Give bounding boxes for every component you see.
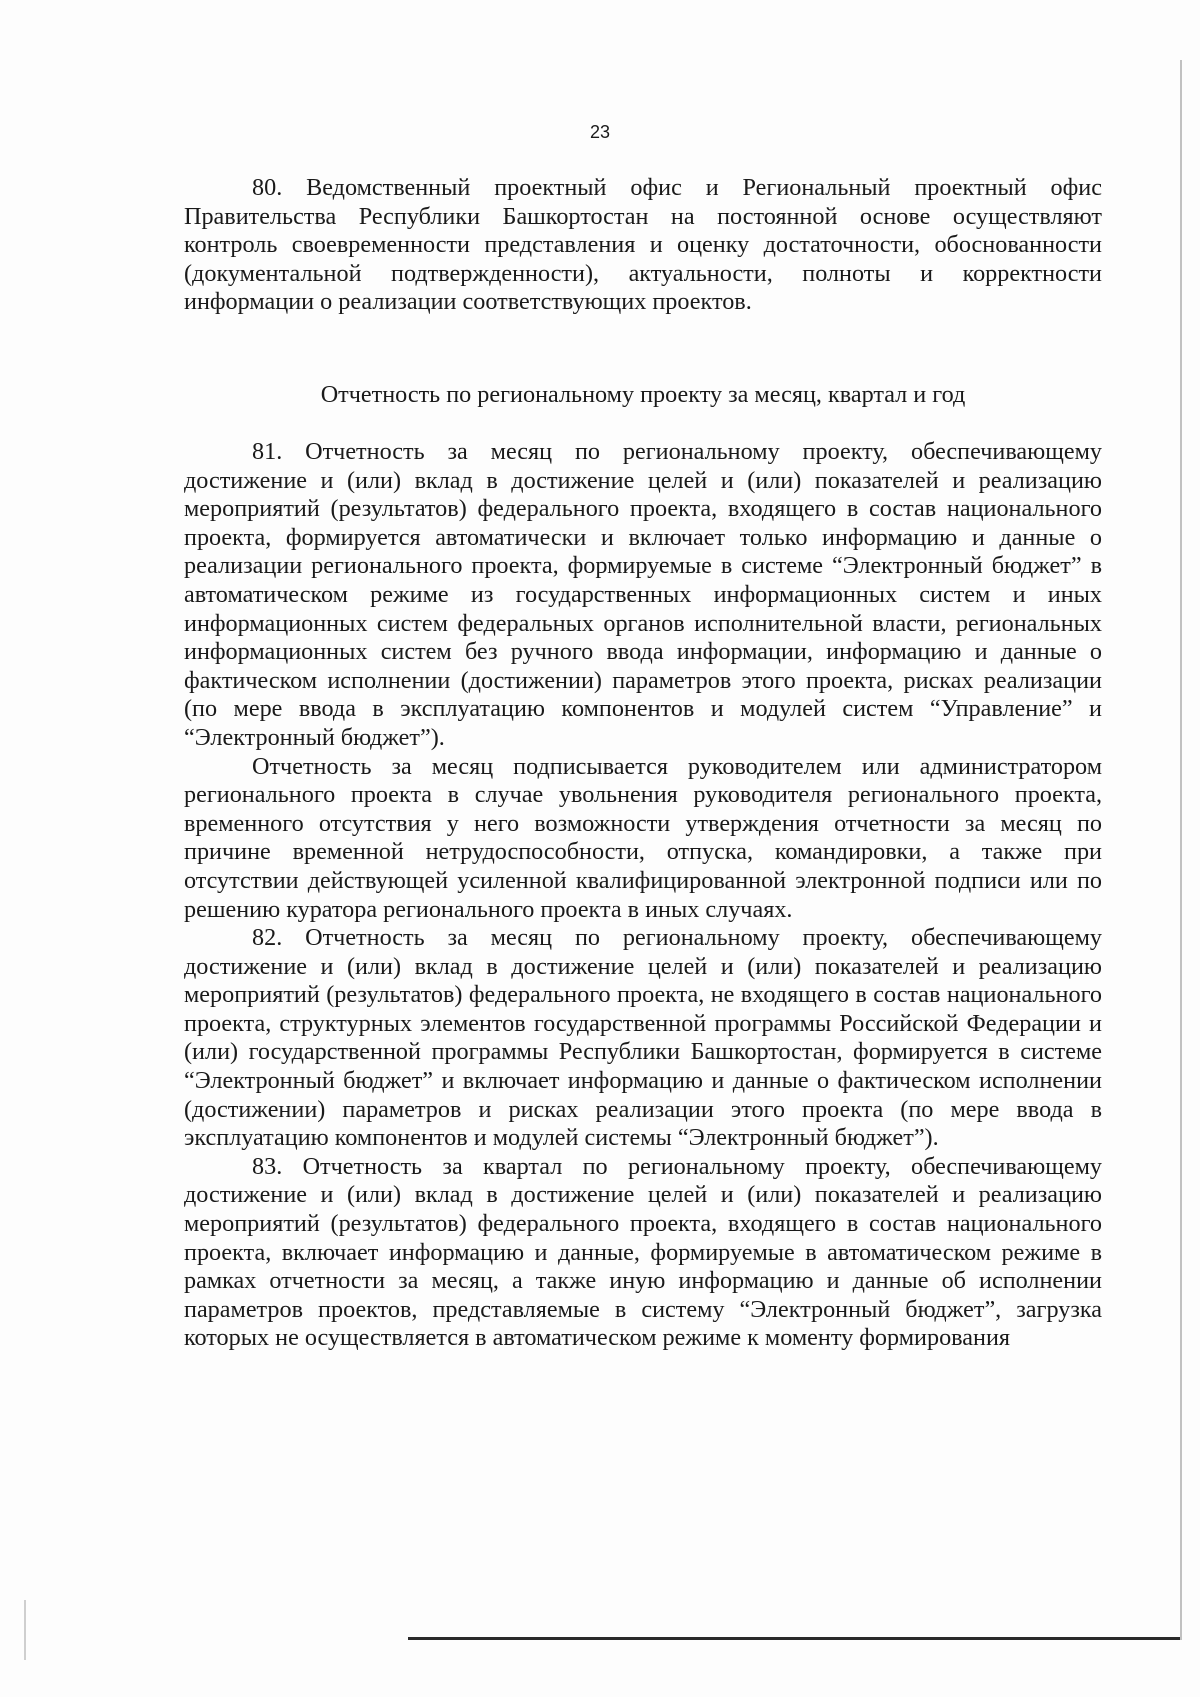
main-text-block bbox=[184, 438, 1102, 1353]
paragraph-83: 83. Отчетность за квартал по региональному проекту, обеспечивающему достижение и (или) вклад в достижение целей и (или) показателей и реализацию мероприятий (результатов) федерального проекта, входящего в состав национального проекта, включает информацию и данные, формируемые в автоматическом режиме в рамках отчетности за месяц, а также иную информацию и данные об исполнении параметров проектов, представляемые в систему “Электронный бюджет”, загрузка которых не осуществляется в автоматическом режиме к моменту формирования bbox=[184, 1152, 1102, 1352]
paragraph-80: 80. Ведомственный проектный офис и Региональный проектный офис Правительства Республики Башкортостан на постоянной основе осуществляют контроль своевременности представления и оценку достаточности, обоснованности (документальной подтвержденности), актуальности, полноты и корректности информации о реализации соответствующих проектов. bbox=[184, 174, 1102, 316]
scan-edge-line bbox=[1180, 60, 1182, 1640]
bottom-scan-rule bbox=[408, 1637, 1180, 1640]
paragraph-81-signing: Отчетность за месяц подписывается руководителем или администратором регионального проекта в случае увольнения руководителя регионального проекта, временного отсутствия у него возможности утверждения отчетности за месяц по причине временной нетрудоспособности, отпуска, командировки, а также при отсутствии действующей усиленной квалифицированной электронной подписи или по решению куратора регионального проекта в иных случаях. bbox=[184, 752, 1102, 923]
section-heading-block bbox=[184, 381, 1102, 410]
paragraph-80-block bbox=[184, 174, 1102, 317]
paragraph-82: 82. Отчетность за месяц по региональному проекту, обеспечивающему достижение и (или) вклад в достижение целей и (или) показателей и реализацию мероприятий (результатов) федерального проекта, не входящего в состав национального проекта, структурных элементов государственной программы Российской Федерации и (или) государственной программы Республики Башкортостан, формируется в системе “Электронный бюджет” и включает информацию и данные о фактическом исполнении (достижении) параметров и рисках реализации этого проекта (по мере ввода в эксплуатацию компонентов и модулей системы “Электронный бюджет”). bbox=[184, 924, 1102, 1152]
scan-edge-mark bbox=[24, 1600, 26, 1660]
page-number: 23 bbox=[589, 122, 611, 142]
paragraph-81: 81. Отчетность за месяц по региональному проекту, обеспечивающему достижение и (или) вклад в достижение целей и (или) показателей и реализацию мероприятий (результатов) федерального проекта, входящего в состав национального проекта, формируется автоматически и включает только информацию и данные о реализации регионального проекта, формируемые в системе “Электронный бюджет” в автоматическом режиме из государственных информационных систем и иных информационных систем федеральных органов исполнительной власти, региональных информационных систем без ручного ввода информации, информацию и данные о фактическом исполнении (достижении) параметров этого проекта, рисках реализации (по мере ввода в эксплуатацию компонентов и модулей систем “Управление” и “Электронный бюджет”). bbox=[184, 438, 1102, 751]
section-heading: Отчетность по региональному проекту за месяц, квартал и год bbox=[320, 381, 966, 408]
